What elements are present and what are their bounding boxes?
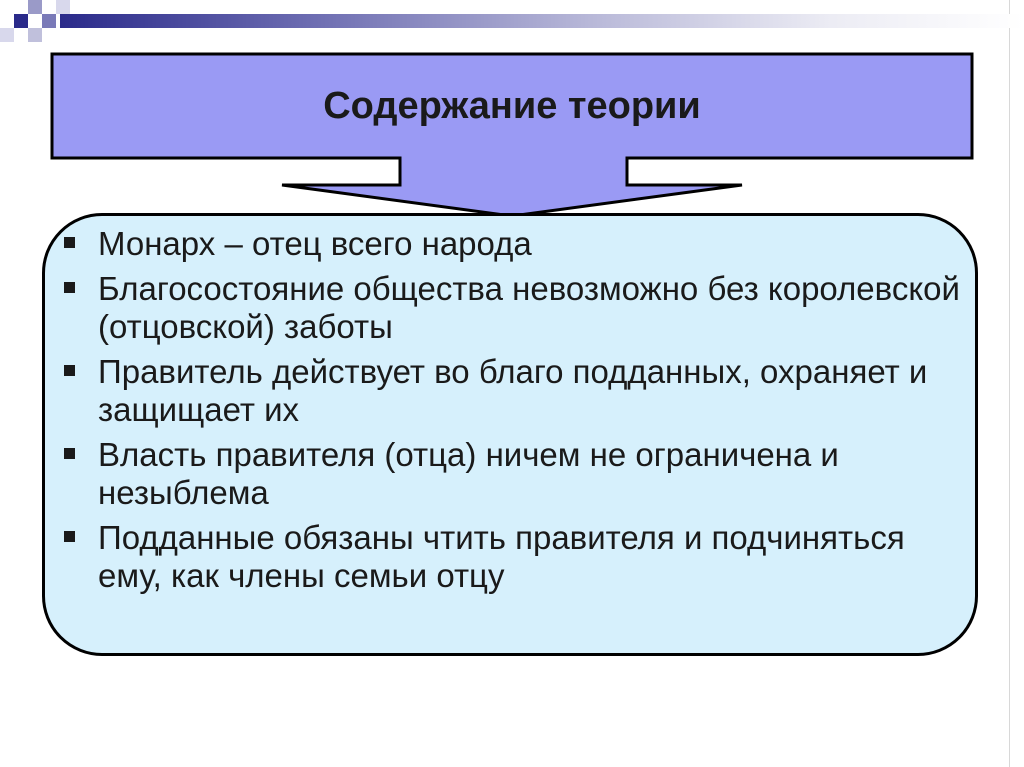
square-bullet-icon — [64, 531, 75, 542]
square-bullet-icon — [64, 282, 75, 293]
square-bullet-icon — [64, 237, 75, 248]
bullet-text: Благосостояние общества невозможно без королевской (отцовской) заботы — [98, 270, 960, 345]
bullet-item — [62, 519, 972, 595]
square-bullet-icon — [64, 448, 75, 459]
square-bullet-icon — [64, 365, 75, 376]
bullet-text: Правитель действует во благо подданных, охраняет и защищает их — [98, 353, 928, 428]
slide-title: Содержание теории — [323, 84, 701, 127]
bullet-item — [62, 353, 972, 429]
bullet-text: Подданные обязаны чтить правителя и подчиняться ему, как члены семьи отцу — [98, 519, 905, 594]
bullet-text: Монарх – отец всего народа — [98, 225, 532, 262]
bullet-item — [62, 436, 972, 512]
bullet-list — [62, 225, 972, 602]
bullet-item — [62, 270, 972, 346]
bullet-item — [62, 225, 972, 263]
bullet-text: Власть правителя (отца) ничем не ограничена и незыблема — [98, 436, 839, 511]
